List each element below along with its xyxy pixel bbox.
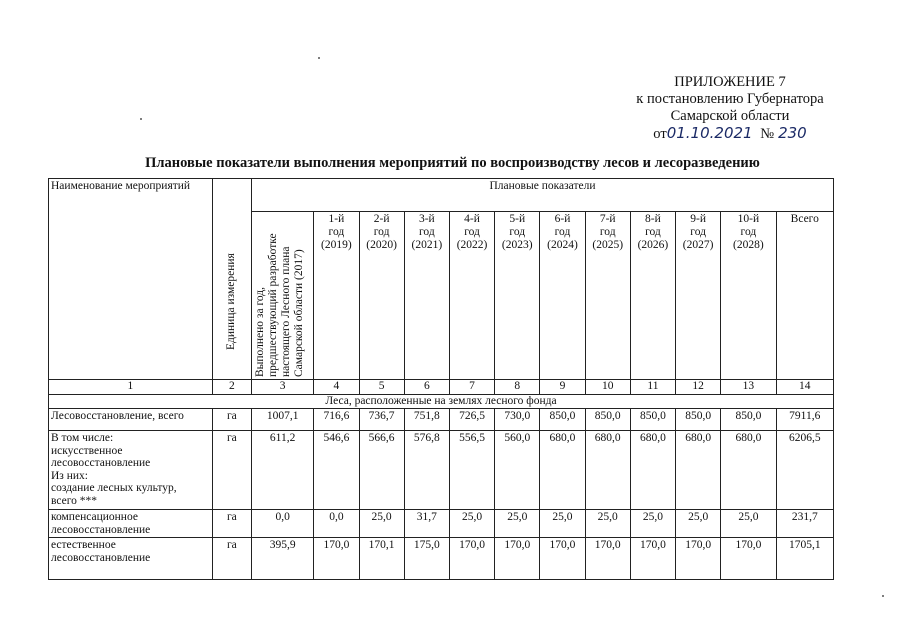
column-number: 5 [359,380,404,395]
activity-name-line: В том числе: [51,432,114,444]
handwritten-date: 01.10.2021 [666,124,753,142]
value-cell: 726,5 [449,409,494,431]
activity-name-line: лесовосстановление [51,551,151,564]
value-cell: 680,0 [585,431,630,510]
region-name: Самарской области [670,108,790,124]
value-cell: 175,0 [404,538,449,580]
header-unit [212,179,251,380]
value-cell: 170,0 [495,538,540,580]
activity-name-line: лесовосстановление [51,523,151,536]
scan-speck [318,57,320,59]
value-cell: 716,6 [314,409,359,431]
value-cell: 611,2 [251,431,313,510]
header-year-text: 7-й [599,213,616,225]
value-cell: 170,0 [585,538,630,580]
activity-name [49,431,213,510]
header-year-8 [630,212,675,380]
number-label: № [760,126,775,142]
value-cell: 170,0 [630,538,675,580]
value-cell: 170,0 [721,538,776,580]
value-cell: 25,0 [630,510,675,538]
value-cell: 25,0 [359,510,404,538]
value-cell: 736,7 [359,409,404,431]
unit-cell: га [212,538,251,580]
column-number: 12 [676,380,721,395]
header-year-text: год [373,226,390,238]
header-previous-year-text: Выполнено за год, предшествующий разработке настоящего Лесного плана Самарской области (2017) [253,233,305,377]
scan-speck [140,118,142,120]
header-year-2 [359,212,404,380]
value-cell: 566,6 [359,431,404,510]
header-year-text: (2023) [501,239,533,251]
value-cell: 170,0 [449,538,494,580]
unit-cell: га [212,510,251,538]
value-cell: 25,0 [495,510,540,538]
column-number: 7 [449,380,494,395]
value-cell: 546,6 [314,431,359,510]
header-year-text: год [740,226,757,238]
header-year-text: (2027) [682,239,714,251]
value-cell: 25,0 [721,510,776,538]
value-cell: 680,0 [721,431,776,510]
value-cell: 1705,1 [776,538,833,580]
header-year-text: 5-й [509,213,526,225]
header-year-text: (2025) [592,239,624,251]
value-cell: 25,0 [676,510,721,538]
column-number: 14 [776,380,833,395]
value-cell: 576,8 [404,431,449,510]
header-year-text: год [599,226,616,238]
header-year-7 [585,212,630,380]
column-number: 2 [212,380,251,395]
value-cell: 850,0 [676,409,721,431]
column-number: 6 [404,380,449,395]
column-number: 1 [49,380,213,395]
header-planned: Плановые показатели [251,179,833,212]
column-number: 10 [585,380,630,395]
header-year-text: год [690,226,706,238]
value-cell: 680,0 [630,431,675,510]
column-number: 13 [721,380,776,395]
header-year-text: 3-й [418,213,435,225]
header-year-5 [495,212,540,380]
document-header [600,74,860,143]
value-cell: 556,5 [449,431,494,510]
column-number: 8 [495,380,540,395]
header-name: Наименование мероприятий [49,179,213,380]
header-year-text: год [418,226,435,238]
value-cell: 751,8 [404,409,449,431]
activity-name [49,510,213,538]
header-year-text: год [328,226,345,238]
header-year-text: (2026) [637,239,669,251]
activity-name [49,409,213,431]
value-cell: 560,0 [495,431,540,510]
header-year-1 [314,212,359,380]
activity-name-line: лесовосстановление [51,457,151,469]
value-cell: 850,0 [540,409,585,431]
header-year-text: год [509,226,526,238]
value-cell: 170,0 [676,538,721,580]
activity-name-line: создание лесных культур, [51,482,177,494]
indicators-table [48,178,834,580]
value-cell: 680,0 [676,431,721,510]
value-cell: 25,0 [585,510,630,538]
activity-name-line: искусственное [51,444,123,457]
value-cell: 850,0 [721,409,776,431]
header-year-text: год [645,226,661,238]
document-title: Плановые показатели выполнения мероприятий по воспроизводству лесов и лесоразведению [145,155,760,171]
header-year-text: (2021) [411,239,443,251]
header-year-9 [676,212,721,380]
header-year-text: (2022) [456,239,488,251]
activity-name-line: Из них: [51,469,88,482]
handwritten-number: 230 [778,124,807,142]
header-year-text: (2019) [321,239,352,251]
header-year-4 [449,212,494,380]
value-cell: 6206,5 [776,431,833,510]
value-cell: 170,1 [359,538,404,580]
table-row [49,409,834,431]
column-number: 4 [314,380,359,395]
table-row [49,510,834,538]
header-year-text: 1-й [328,213,345,225]
value-cell: 31,7 [404,510,449,538]
column-number: 3 [251,380,313,395]
activity-name-line: Лесовосстановление, всего [51,410,184,422]
header-total: Всего [776,212,833,380]
header-year-text: (2020) [366,239,397,251]
header-year-text: 2-й [373,213,390,225]
header-year-text: (2024) [547,239,578,251]
value-cell: 170,0 [314,538,359,580]
value-cell: 7911,6 [776,409,833,431]
value-cell: 1007,1 [251,409,313,431]
value-cell: 395,9 [251,538,313,580]
unit-cell: га [212,431,251,510]
table-row [49,538,834,580]
value-cell: 231,7 [776,510,833,538]
value-cell: 0,0 [314,510,359,538]
column-number: 9 [540,380,585,395]
activity-name-line: естественное [51,539,116,551]
header-year-text: 4-й [464,213,480,225]
section-heading: Леса, расположенные на землях лесного фонда [49,395,834,409]
value-cell: 170,0 [540,538,585,580]
header-year-text: (2028) [733,239,764,251]
from-label: от [653,126,667,142]
header-year-6 [540,212,585,380]
unit-cell: га [212,409,251,431]
decree-reference: к постановлению Губернатора [636,91,824,107]
table-row [49,431,834,510]
header-year-text: год [464,226,480,238]
column-number: 11 [630,380,675,395]
header-year-text: год [554,226,571,238]
value-cell: 680,0 [540,431,585,510]
header-year-3 [404,212,449,380]
scan-speck [882,595,884,597]
value-cell: 25,0 [540,510,585,538]
header-year-text: 6-й [554,213,571,225]
activity-name-line: всего *** [51,494,98,507]
activity-name [49,538,213,580]
value-cell: 850,0 [630,409,675,431]
header-year-10 [721,212,776,380]
header-unit-text: Единица измерения [225,253,238,350]
header-year-text: 9-й [690,213,706,225]
header-previous-year [251,212,313,380]
date-number-line [600,125,860,143]
value-cell: 0,0 [251,510,313,538]
header-year-text: 10-й [737,213,760,225]
value-cell: 25,0 [449,510,494,538]
header-year-text: 8-й [645,213,661,225]
value-cell: 730,0 [495,409,540,431]
appendix-label: ПРИЛОЖЕНИЕ 7 [674,74,786,90]
activity-name-line: компенсационное [51,511,138,523]
value-cell: 850,0 [585,409,630,431]
